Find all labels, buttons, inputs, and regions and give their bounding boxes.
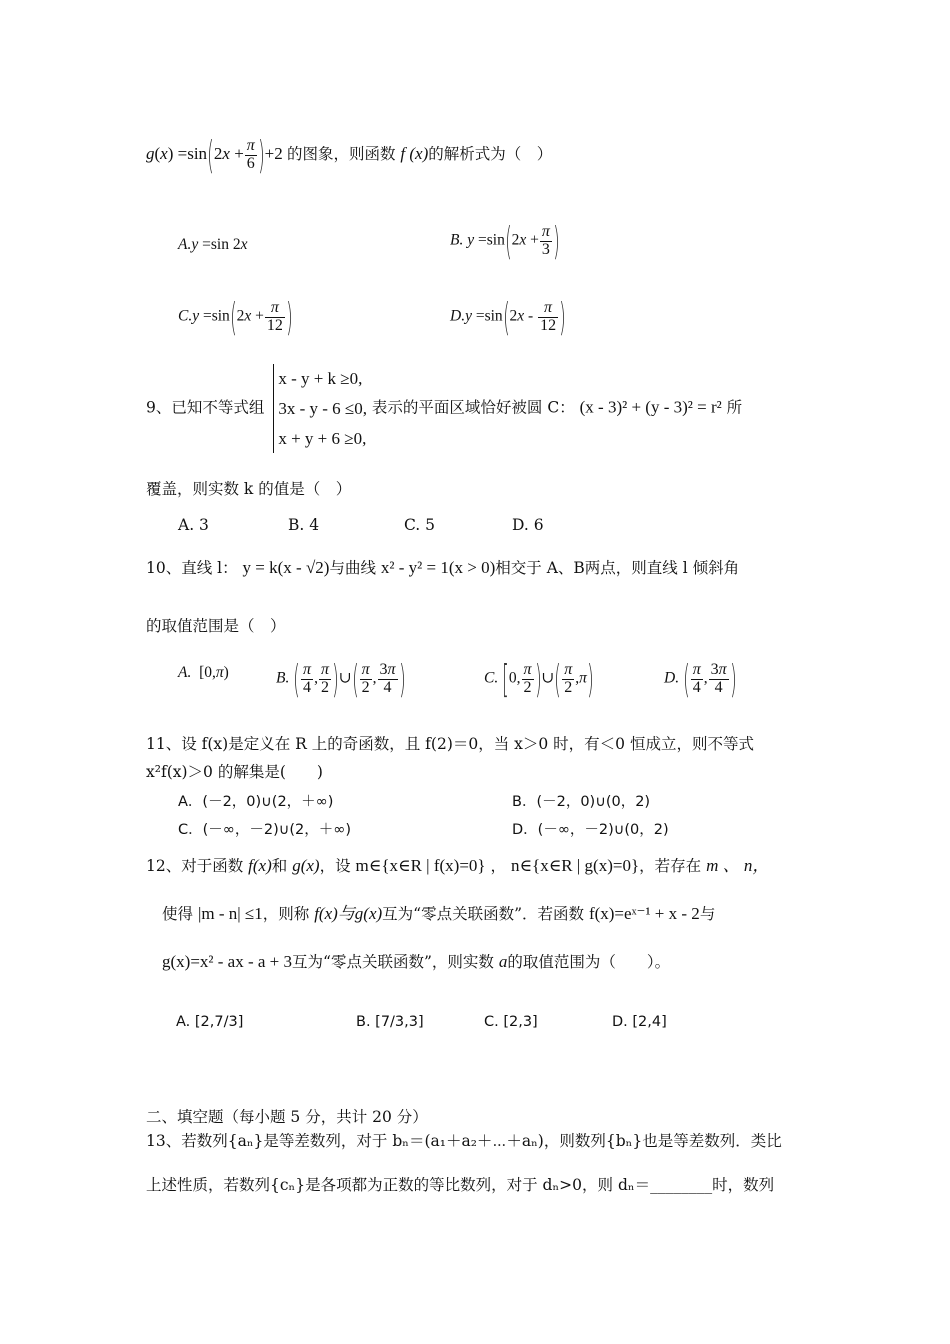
q10-line-eq: y = k(x - √2) xyxy=(242,558,330,577)
q12-line2-a: 使得 xyxy=(162,905,194,923)
q12-line2-d: 与 xyxy=(699,905,716,923)
q12-mn: m 、 n， xyxy=(706,856,770,875)
q8-option-b: B. y =sin(2x + $\frac{\pi}{3}$ ) xyxy=(450,219,560,263)
q12-line2-b: ，则称 xyxy=(262,905,310,923)
q11-option-a: A．(－2，0)∪(2，＋∞) xyxy=(178,794,334,810)
q11-option-b: B．(－2，0)∪(0，2) xyxy=(512,794,651,810)
q12-gdef: g(x)=x² - ax - a + 3 xyxy=(162,952,293,971)
section2-title: 二、填空题（每小题 5 分，共计 20 分） xyxy=(146,1108,428,1126)
q8-fx: f (x) xyxy=(400,143,429,163)
q8-stem-end: 的解析式为（ ） xyxy=(428,144,553,163)
q12-option-b: B. [7/3,3] xyxy=(356,1014,424,1030)
q9-line2: 覆盖，则实数 k 的值是（ ） xyxy=(146,480,352,498)
q12-line1-a: 12、对于函数 xyxy=(146,857,244,875)
q9-option-a: A. 3 xyxy=(178,516,209,534)
q9-option-c: C. 5 xyxy=(404,516,436,534)
q9-inequality-system xyxy=(273,364,367,453)
q12-fx: f(x) xyxy=(248,856,272,875)
q12-line1 xyxy=(146,856,769,876)
q11-line1: 11、设 f(x)是定义在 R 上的奇函数，且 f(2)＝0，当 x＞0 时，有＜0 恒成立，则不等式 xyxy=(146,735,754,753)
q8-stem xyxy=(146,133,553,177)
q9-ineq-3: x + y + 6 ≥0, xyxy=(278,428,367,448)
q9-ineq-2: 3x - y - 6 ≤0, xyxy=(278,398,367,418)
q12-option-a: A. [2,7/3] xyxy=(176,1014,244,1030)
q12-line2 xyxy=(162,904,715,924)
q9-end: 所 xyxy=(726,398,743,417)
q8-option-a: A.y =sin 2x xyxy=(178,236,248,253)
q8-g-formula: g(x) =sin(2x + $\frac{\pi}{6}$ )+2 xyxy=(146,133,287,177)
q10-stem xyxy=(146,558,739,578)
q8-option-c: C.y =sin(2x + $\frac{\pi}{12}$ ) xyxy=(178,295,293,339)
q9-stem xyxy=(146,364,742,453)
q10-option-a: A. [0,π) xyxy=(178,664,229,681)
q11-option-c: C．(－∞，－2)∪(2，＋∞) xyxy=(178,822,351,838)
q9-ineq-1: x - y + k ≥0, xyxy=(278,369,363,388)
q12-gx: g(x) xyxy=(292,856,320,875)
q9-num: 9、已知不等式组 xyxy=(146,398,265,417)
q13-line2: 上述性质，若数列{cₙ}是各项都为正数的等比数列，对于 dₙ>0，则 dₙ＝________时，数列 xyxy=(146,1176,775,1194)
q10-curve: x² - y² = 1(x > 0) xyxy=(380,558,496,577)
q12-option-d: D. [2,4] xyxy=(612,1014,667,1030)
q9-option-d: D. 6 xyxy=(512,516,544,534)
q12-set-m: m∈{x∈R | f(x)=0} xyxy=(355,856,486,875)
q10-line2: 的取值范围是（ ） xyxy=(146,617,286,635)
q12-a: a xyxy=(498,952,508,971)
q10-option-b: B. ( $\frac{\pi}{4}$ , $\frac{\pi}{2}$ )∪( $\frac{\pi}{2}$ , $\frac{3\pi}{4}$ ) xyxy=(276,657,406,701)
q9-mid: 表示的平面区域恰好被圆 C： xyxy=(371,398,575,417)
q12-set-n: n∈{x∈R | g(x)=0} xyxy=(510,856,640,875)
q12-line2-c: 互为“零点关联函数”．若函数 xyxy=(382,905,585,923)
q13-line1: 13、若数列{aₙ}是等差数列，对于 bₙ＝(a₁＋a₂＋⋯＋aₙ)，则数列{bₙ}也是等差数列．类比 xyxy=(146,1132,782,1150)
q9-circle: (x - 3)² + (y - 3)² = r² xyxy=(579,397,722,417)
q10-pre: 10、直线 l： xyxy=(146,559,238,577)
q12-line3 xyxy=(162,952,670,972)
q8-option-d: D.y =sin(2x - $\frac{\pi}{12}$ ) xyxy=(450,295,566,339)
q12-abs: |m - n| ≤1 xyxy=(197,904,263,923)
q12-fdef: f(x)=eˣ⁻¹ + x - 2 xyxy=(588,904,700,923)
q12-exist: ，若存在 xyxy=(639,857,702,875)
q12-option-c: C. [2,3] xyxy=(484,1014,538,1030)
q9-option-b: B. 4 xyxy=(288,516,320,534)
q12-and: 和 xyxy=(271,857,288,875)
q10-option-c: C. [0, $\frac{\pi}{2}$ )∪( $\frac{\pi}{2}$ ,π) xyxy=(484,657,594,701)
q8-stem-text: 的图象，则函数 xyxy=(286,144,396,163)
q11-option-d: D．(－∞，－2)∪(0，2) xyxy=(512,822,669,838)
q10-mid2: 相交于 A、B两点，则直线 l 倾斜角 xyxy=(495,559,740,577)
q10-option-d: D. ( $\frac{\pi}{4}$ , $\frac{3\pi}{4}$ ) xyxy=(664,657,737,701)
q10-mid1: 与曲线 xyxy=(329,559,376,577)
q12-line3-b: 互为“零点关联函数”，则实数 xyxy=(292,953,494,971)
q12-fg: f(x)与g(x) xyxy=(314,904,383,923)
q12-line3-c: 的取值范围为（ ）。 xyxy=(507,953,671,971)
q12-set-text: ，设 xyxy=(319,857,351,875)
q12-comma: ， xyxy=(490,857,507,875)
q11-line2: x²f(x)＞0 的解集是( ) xyxy=(146,763,323,781)
